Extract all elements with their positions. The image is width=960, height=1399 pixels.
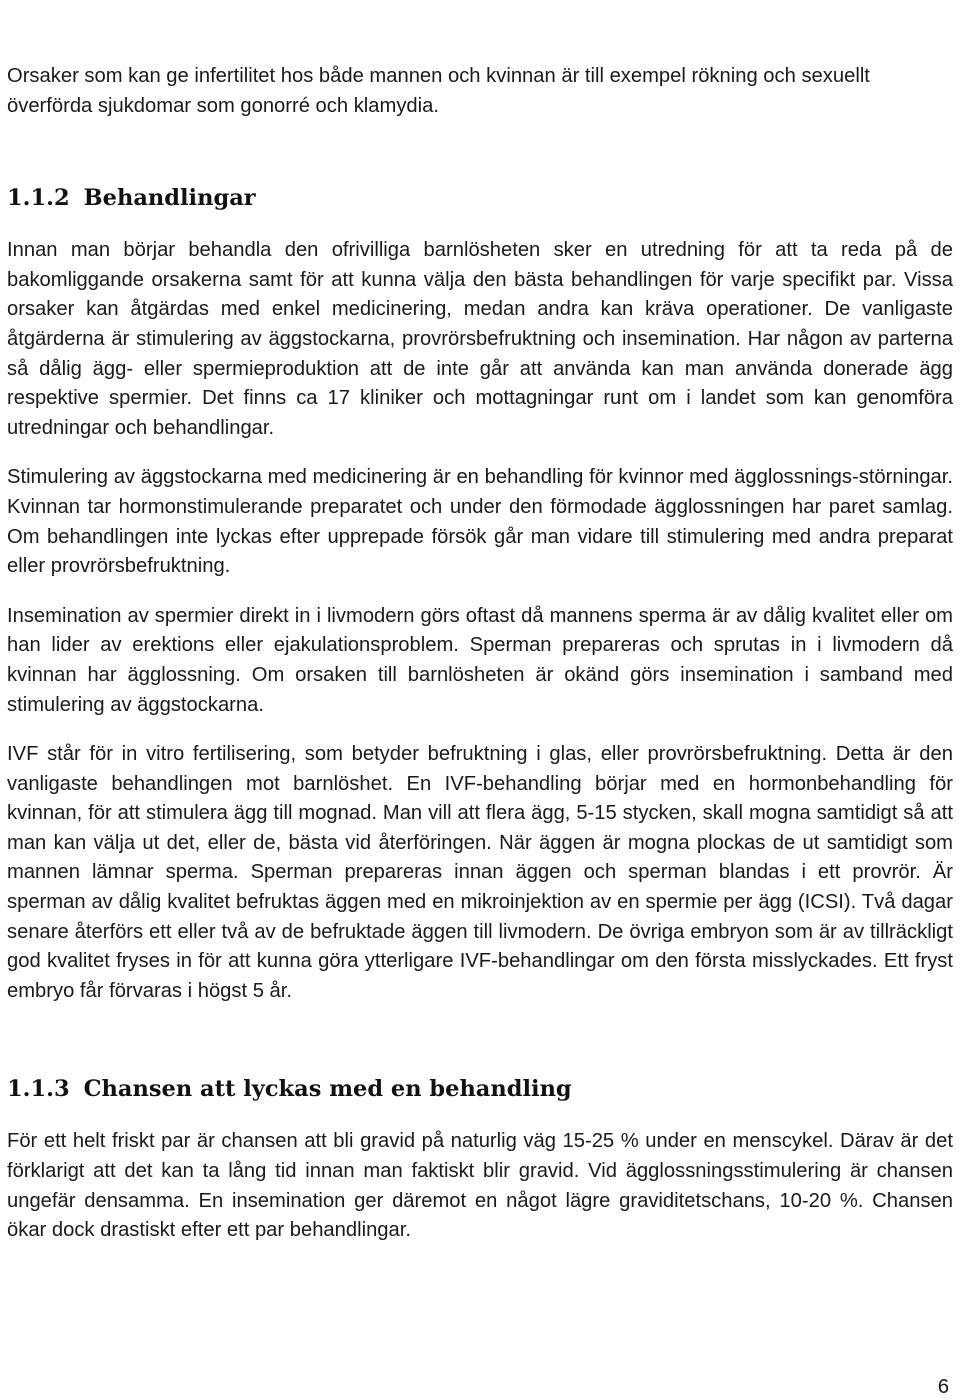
section-number: 1.1.2 [7,185,70,212]
body-paragraph: IVF står för in vitro fertilisering, som betyder befruktning i glas, eller provrörsbefruktning. Detta är den vanligaste behandlingen mot barnlöshet. En IVF-behandling börjar med en hormonbehandling för kvinnan, för att stimulera ägg till mognad. Man vill att flera ägg, 5-15 stycken, skall mogna samtidigt så att man kan välja ut det, eller de, bästa vid återföringen. När äggen är mogna plockas de ut samtidigt som mannen lämnar sperma. Sperman prepareras innan äggen och sperman blandas i ett provrör. Är sperman av dålig kvalitet befruktas äggen med en mikroinjektion av en spermie per ägg (ICSI). Två dagar senare återförs ett eller två av de befruktade äggen till livmodern. De övriga embryon som är av tillräckligt god kvalitet fryses in för att kunna göra ytterligare IVF-behandlingar om den första misslyckades. Ett fryst embryo får förvaras i högst 5 år. [7,743,953,1002]
document-page [7,62,953,1246]
section-title: Chansen att lyckas med en behandling [83,1076,572,1103]
body-paragraph: Insemination av spermier direkt in i livmodern görs oftast då mannens sperma är av dålig kvalitet eller om han lider av erektions eller ejakulationsproblem. Sperman prepareras och sprutas in i livmodern då kvinnan har ägglossning. Om orsaken till barnlösheten är okänd görs insemination i samband med stimulering av äggstockarna. [7,604,953,716]
section-heading-1-1-2 [7,183,953,213]
body-paragraph: För ett helt friskt par är chansen att bli gravid på naturlig väg 15-25 % under en menscykel. Därav är det förklarigt att det kan ta lång tid innan man faktiskt blir gravid. Vid ägglossningsstimulering är chansen ungefär densamma. En insemination ger däremot en något lägre graviditetschans, 10-20 %. Chansen ökar dock drastiskt efter ett par behandlingar. [7,1130,953,1242]
section-number: 1.1.3 [7,1076,70,1103]
page-number: 6 [937,1376,949,1398]
section-heading-1-1-3 [7,1074,953,1104]
body-paragraph: Stimulering av äggstockarna med medicinering är en behandling för kvinnor med ägglossnings-störningar. Kvinnan tar hormonstimulerande preparatet och under den förmodade ägglossningen har paret samlag. Om behandlingen inte lyckas efter upprepade försök går man vidare till stimulering med andra preparat eller provrörsbefruktning. [7,466,953,578]
section-title: Behandlingar [83,185,256,212]
body-paragraph: Innan man börjar behandla den ofrivilliga barnlösheten sker en utredning för att ta reda på de bakomliggande orsakerna samt för att kunna välja den bästa behandlingen för varje specifikt par. Vissa orsaker kan åtgärdas med enkel medicinering, medan andra kan kräva operationer. De vanligaste åtgärderna är stimulering av äggstockarna, provrörsbefruktning och insemination. Har någon av parterna så dålig ägg- eller spermieproduktion att de inte går att använda kan man använda donerade ägg respektive spermier. Det finns ca 17 kliniker och mottagningar runt om i landet som kan genomföra utredningar och behandlingar. [7,239,953,439]
intro-paragraph: Orsaker som kan ge infertilitet hos både mannen och kvinnan är till exempel rökning och sexuellt överförda sjukdomar som gonorré och klamydia. [7,65,870,117]
